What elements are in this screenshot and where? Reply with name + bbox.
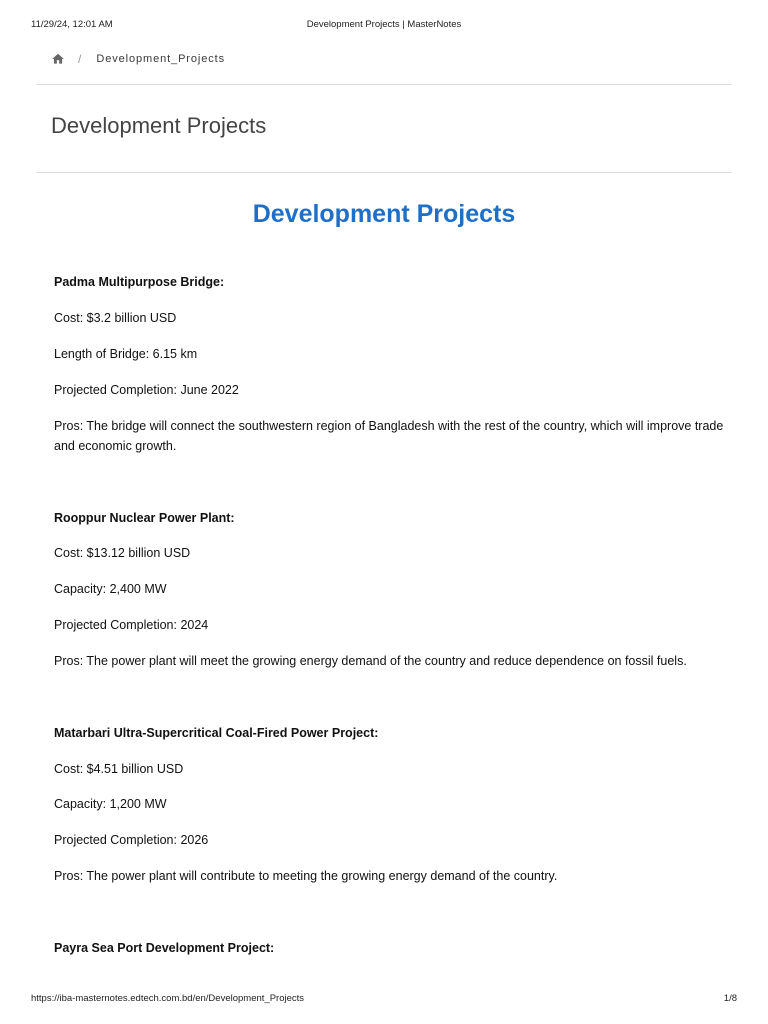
print-page-number: 1/8 — [723, 993, 737, 1004]
print-url: https://iba-masternotes.edtech.com.bd/en/Development_Projects — [31, 993, 305, 1004]
project-detail: Projected Completion: 2024 — [54, 618, 209, 632]
project-detail: Projected Completion: 2026 — [54, 833, 209, 847]
project-detail: Cost: $3.2 billion USD — [54, 311, 177, 325]
print-date: 11/29/24, 12:01 AM — [31, 19, 113, 30]
project-detail: Pros: The power plant will meet the growing energy demand of the country and reduce dependence on fossil fuels. — [54, 654, 687, 668]
page-title: Development Projects — [51, 113, 267, 138]
project-detail: Pros: The power plant will contribute to meeting the growing energy demand of the country. — [54, 869, 558, 883]
breadcrumb-separator: / — [78, 52, 82, 66]
divider — [36, 84, 732, 85]
breadcrumb — [51, 51, 225, 67]
project-name: Padma Multipurpose Bridge: — [54, 275, 225, 289]
project-detail: Length of Bridge: 6.15 km — [54, 347, 198, 361]
project-detail: Pros: The bridge will connect the southwestern region of Bangladesh with the rest of the country, which will improve trade and economic growth. — [54, 419, 724, 453]
project-detail: Capacity: 2,400 MW — [54, 582, 167, 596]
breadcrumb-current[interactable]: Development_Projects — [96, 53, 226, 65]
divider — [36, 172, 732, 173]
project-detail: Cost: $4.51 billion USD — [54, 762, 184, 776]
print-doc-title: Development Projects | MasterNotes — [306, 19, 462, 30]
home-icon[interactable] — [51, 52, 65, 66]
project-detail: Cost: $13.12 billion USD — [54, 546, 191, 560]
project-detail: Projected Completion: June 2022 — [54, 383, 239, 397]
project-name: Rooppur Nuclear Power Plant: — [54, 511, 235, 525]
article-heading: Development Projects — [252, 200, 516, 228]
print-header — [31, 19, 737, 33]
project-name: Matarbari Ultra-Supercritical Coal-Fired Power Project: — [54, 726, 379, 740]
project-detail: Capacity: 1,200 MW — [54, 797, 167, 811]
project-name: Payra Sea Port Development Project: — [54, 941, 275, 955]
